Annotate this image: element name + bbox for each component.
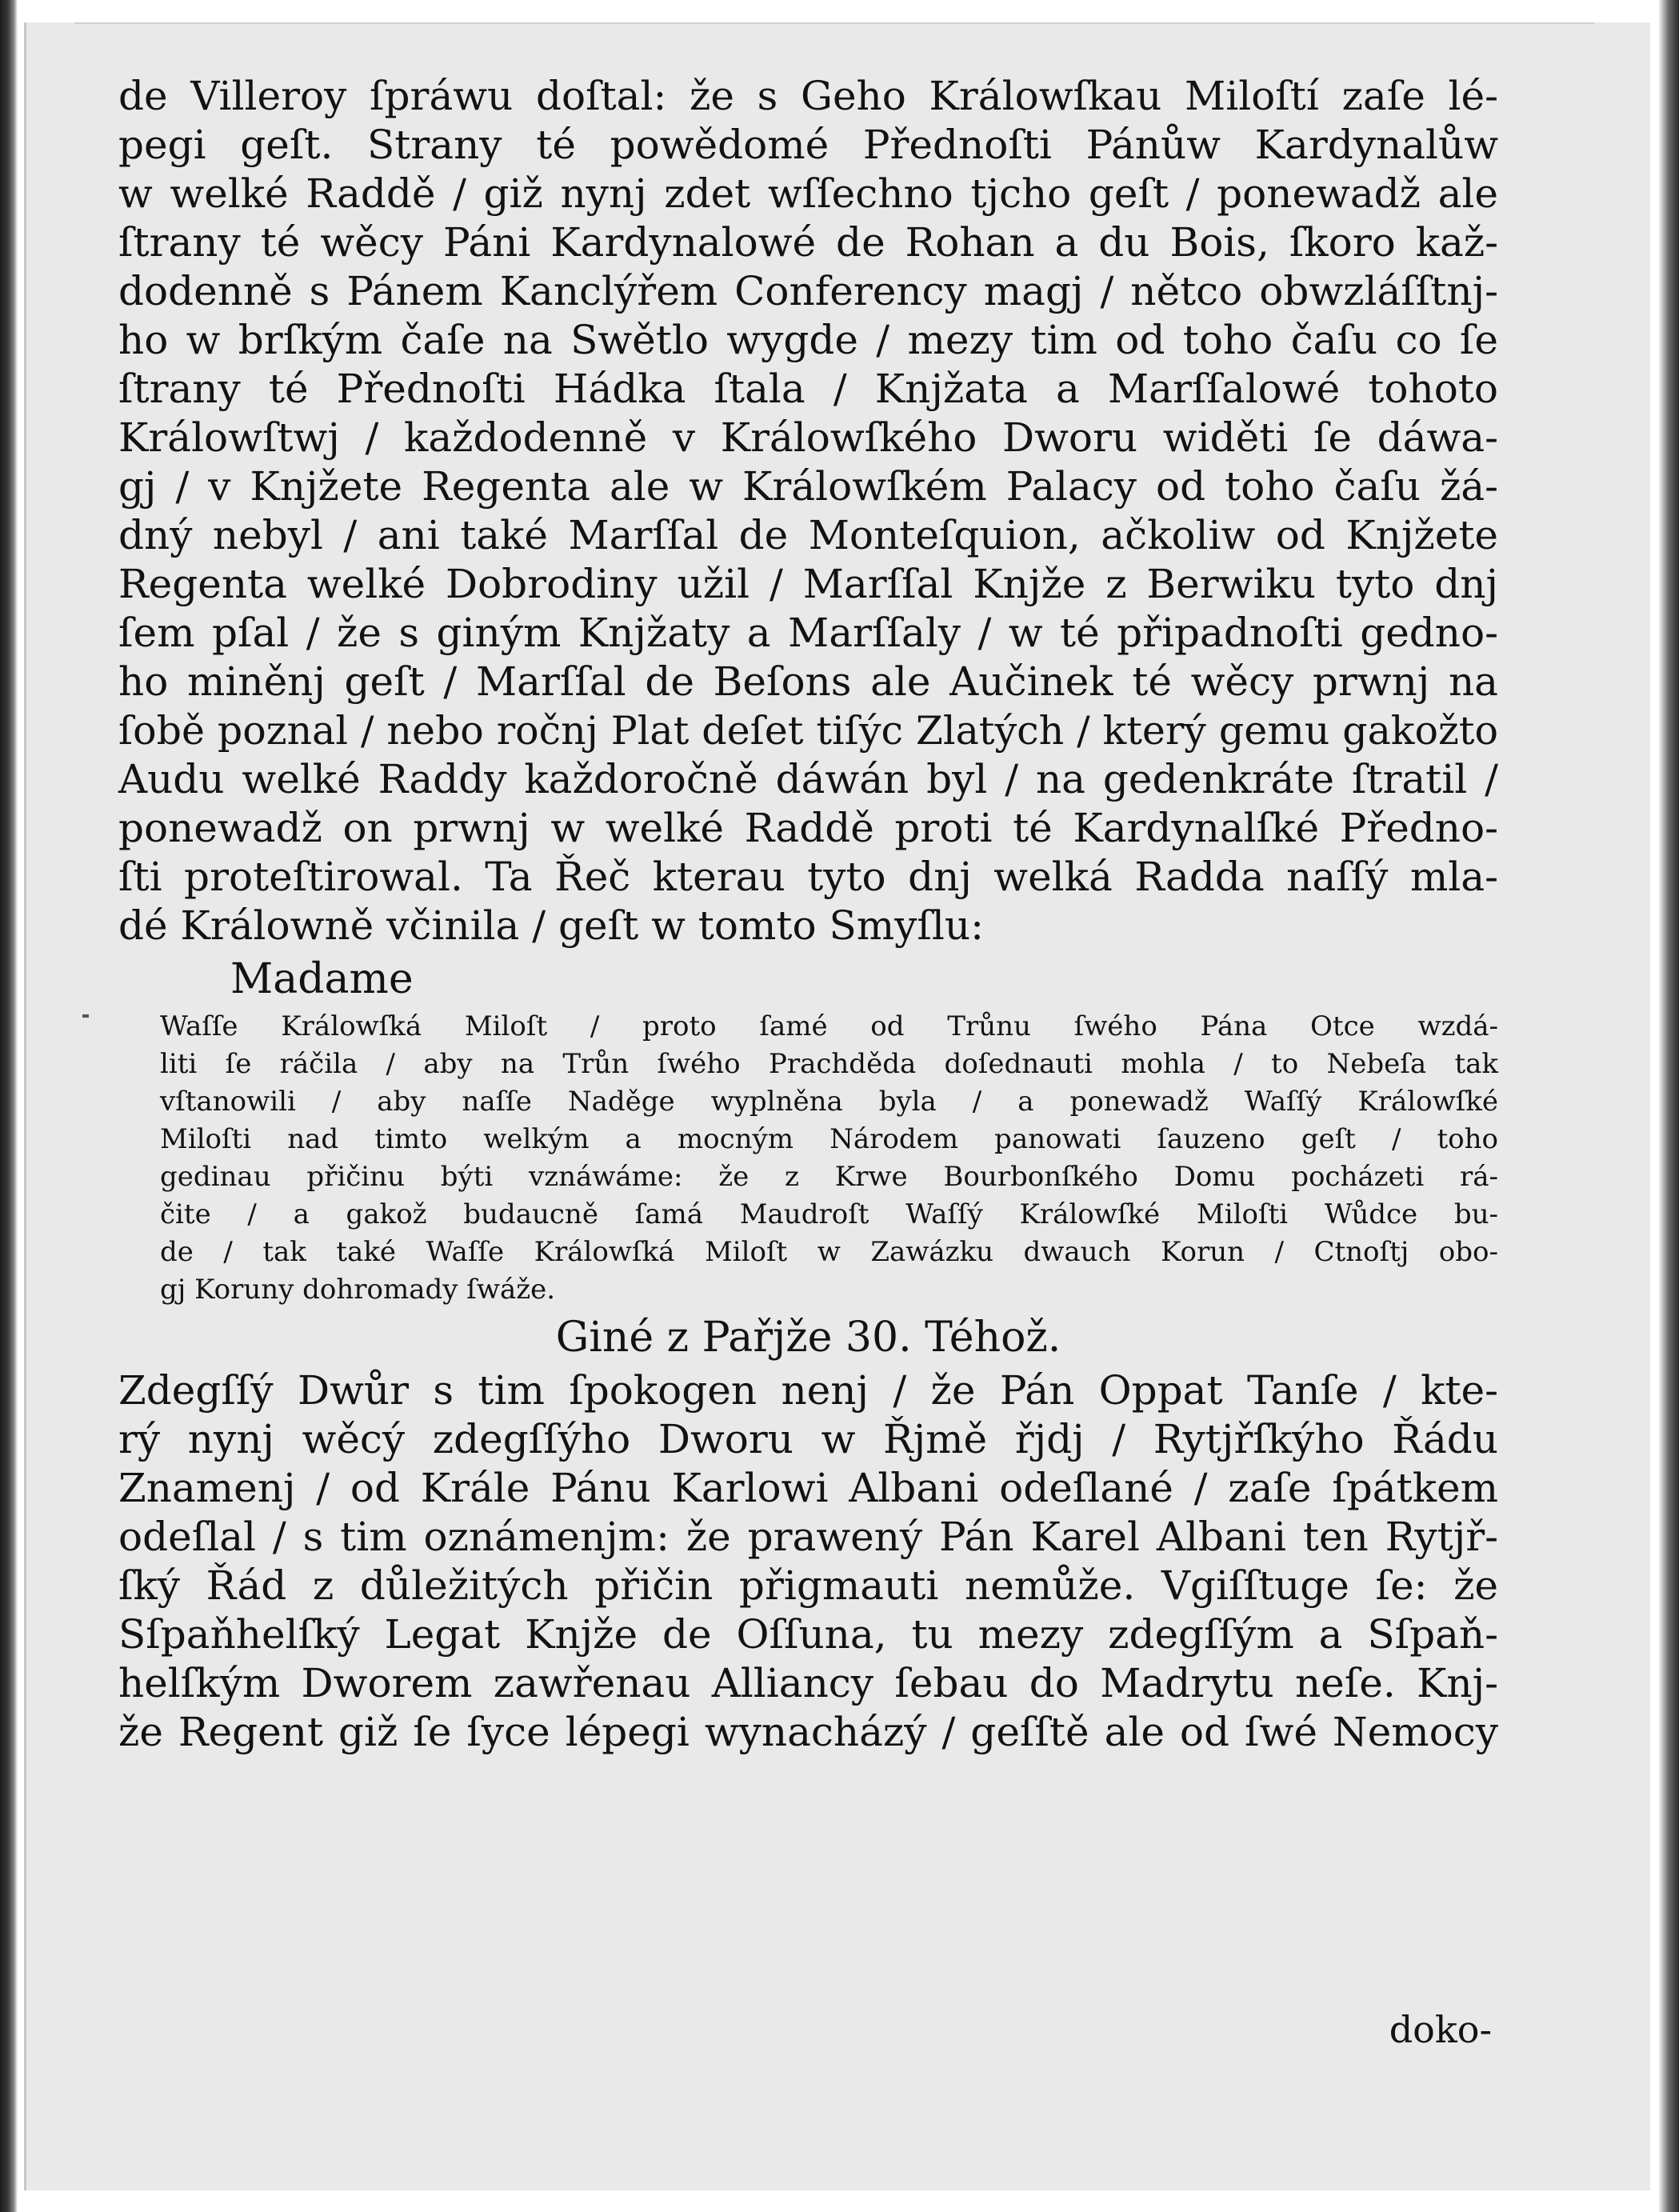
margin-mark: [82, 1014, 89, 1018]
speech-line: gedinau přičinu býti vznáwáme: že z Krwe Bourbonſkého Domu pocházeti rá-: [160, 1161, 1498, 1193]
text-line: odeſlal / s tim oznámenjm: že prawený Pán Karel Albani ten Rytjř-: [118, 1514, 1498, 1560]
section-heading: Giné z Pařjže 30. Téhož.: [555, 1314, 1061, 1362]
text-line: pegi geſt. Strany té powědomé Přednoſti Pánůw Kardynalůw: [118, 122, 1498, 168]
speech-line: gj Koruny dohromady ſwáže.: [160, 1274, 556, 1306]
text-line: ſtrany té wěcy Páni Kardynalowé de Rohan a du Bois, ſkoro kaž-: [118, 219, 1498, 266]
text-line: ho w brſkým čaſe na Swětlo wygde / mezy tim od toho čaſu co ſe: [118, 317, 1498, 363]
speech-line: liti ſe ráčila / aby na Trůn ſwého Prachděda doſednauti mohla / to Nebeſa tak: [160, 1048, 1498, 1080]
text-line: ſtrany té Přednoſti Hádka ſtala / Knjžata a Marſſalowé tohoto: [118, 366, 1498, 412]
speech-line: de / tak také Waſſe Králowſká Miloſt w Zawázku dwauch Korun / Ctnoſtj obo-: [160, 1236, 1498, 1268]
text-line: Králowſtwj / každodenně v Králowſkého Dworu widěti ſe dáwa-: [118, 414, 1498, 461]
text-line: ho miněnj geſt / Marſſal de Beſons ale Aučinek té wěcy prwnj na: [118, 658, 1498, 705]
text-line: helſkým Dworem zawřenau Alliancy ſebau do Madrytu neſe. Knj-: [118, 1660, 1498, 1706]
text-line: ſem pſal / že s giným Knjžaty a Marſſaly / w té připadnoſti gedno-: [118, 610, 1498, 656]
paragraph-1: [118, 72, 1498, 950]
speech-line: Waſſe Králowſká Miloſt / proto ſamé od Trůnu ſwého Pána Otce wzdá-: [160, 1010, 1498, 1042]
text-line: w welké Raddě / giž nynj zdet wſſechno tjcho geſt / ponewadž ale: [118, 170, 1498, 217]
speech-line: Miloſti nad timto welkým a mocným Národem panowati ſauzeno geſt / toho: [160, 1123, 1498, 1155]
text-line: dé Králowně včinila / geſt w tomto Smyſlu:: [118, 902, 984, 949]
catchword: doko-: [1389, 2008, 1492, 2051]
top-edge-line: [74, 22, 1594, 24]
text-line: de Villeroy ſpráwu doſtal: že s Geho Králowſkau Miloſtí zaſe lé-: [118, 73, 1498, 119]
speech-line: vſtanowili / aby naſſe Naděge wyplněna byla / a ponewadž Waſſý Králowſké: [160, 1086, 1498, 1118]
paragraph-2: [118, 1366, 1498, 1757]
paper-sheet: [24, 22, 1650, 2190]
speech-line: čite / a gakož budaucně ſamá Maudroſt Waſſý Králowſké Miloſti Wůdce bu-: [160, 1198, 1498, 1230]
address-madame: Madame: [230, 955, 414, 1003]
text-line: Regenta welké Dobrodiny užil / Marſſal Knjže z Berwiku tyto dnj: [118, 561, 1498, 607]
speech-block: [118, 1008, 1498, 1309]
text-line: ponewadž on prwnj w welké Raddě proti té Kardynalſké Předno-: [118, 805, 1498, 851]
text-line: rý nynj wěcý zdegſſýho Dworu w Řjmě řjdj / Rytjřſkýho Řádu: [118, 1416, 1498, 1462]
text-line: Sſpaňhelſký Legat Knjže de Oſſuna, tu mezy zdegſſým a Sſpaň-: [118, 1611, 1498, 1658]
text-line: ſti proteſtirowal. Ta Řeč kterau tyto dnj welká Radda naſſý mla-: [118, 854, 1498, 900]
text-line: dný nebyl / ani také Marſſal de Monteſquion, ačkoliw od Knjžete: [118, 512, 1498, 558]
text-line: Audu welké Raddy každoročně dáwán byl / na gedenkráte ſtratil /: [118, 756, 1498, 802]
text-line: Zdegſſý Dwůr s tim ſpokogen nenj / že Pán Oppat Tanſe / kte-: [118, 1367, 1498, 1414]
binding-edge: [0, 0, 18, 2212]
text-line: ſobě poznal / nebo ročnj Plat deſet tiſýc Zlatých / který gemu gakožto: [118, 708, 1498, 754]
text-line: že Regent giž ſe ſyce lépegi wynacházý / geſſtě ale od ſwé Nemocy: [118, 1709, 1498, 1755]
text-line: gj / v Knjžete Regenta ale w Králowſkém Palacy od toho čaſu žá-: [118, 463, 1498, 510]
text-block: [118, 72, 1498, 1757]
text-line: Znamenj / od Krále Pánu Karlowi Albani odeſlané / zaſe ſpátkem: [118, 1465, 1498, 1511]
text-line: ſký Řád z důležitých přičin přigmauti nemůže. Vgiſſtuge ſe: že: [118, 1562, 1498, 1609]
right-page-edge: [1658, 0, 1679, 2212]
text-line: dodenně s Pánem Kanclýřem Conferency magj / nětco obwzláſſtnj-: [118, 268, 1498, 314]
